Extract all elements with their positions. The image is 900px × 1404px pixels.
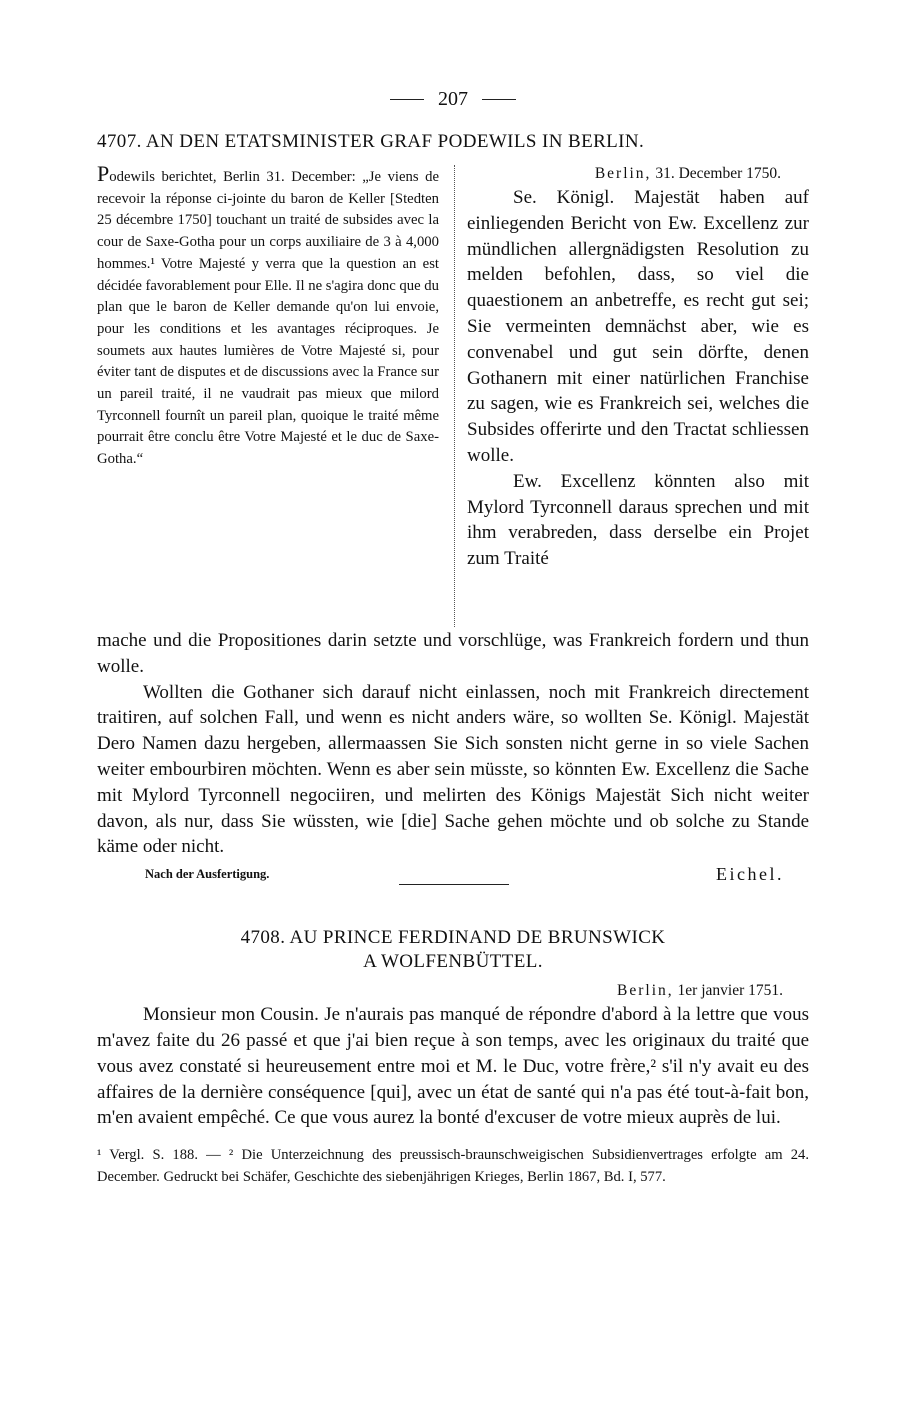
footnotes: ¹ Vergl. S. 188. — ² Die Unterzeichnung des preussisch-braunschweigischen Subsidienvertrages erfolgte am 24. December. Gedruckt bei Schäfer, Geschichte des siebenjährigen Krieges, Berlin 1867, Bd. I, 577.	[97, 1147, 809, 1185]
paragraph-3: Wollten die Gothaner sich darauf nicht einlassen, noch mit Frankreich directement traitiren, auf solchen Fall, und wenn es nicht anders wäre, so wollten Se. Königl. Majestät Dero Namen dazu hergeben, allermaassen Sie Sich sonsten nicht gerne in so viele Sachen weiter embourbiren möchten. Wenn es aber sein müsste, so könnten Ew. Excellenz die Sache mit Mylord Tyrconnell negociiren, und melirten des Königs Majestät Sich nicht weiter davon, als nur, dass Sie wüssten, wie [die] Sache gehen möchte und ob solche zu Stande käme oder nicht.	[97, 681, 809, 858]
document-heading-4708	[97, 926, 809, 974]
dateline-4707	[467, 163, 781, 185]
source-line	[97, 864, 809, 890]
date-text-2: 1er janvier 1751.	[677, 982, 783, 1000]
heading-line-2: A WOLFENBÜTTEL.	[363, 951, 543, 973]
full-width-text	[97, 628, 809, 860]
header-rule-right	[482, 99, 516, 100]
paragraph-2a: Ew. Excellenz könnten also mit Mylord Tyrconnell daraus sprechen und mit ihm verabreden, dass derselbe ein Projet zum Traité	[467, 470, 809, 570]
summary-text: odewils berichtet, Berlin 31. December: „Je viens de recevoir la réponse ci-jointe du baron de Keller [Stedten 25 décembre 1750] touchant un traité de subsides avec la cour de Saxe-Gotha pour un corps auxiliaire de 3 à 4,000 hommes.¹ Votre Majesté y verra que la question an est décidée favorablement pour Elle. Il ne s'agira donc que du plan que le baron de Keller demande qu'on lui envoie, pour les conditions et les avantages réciproques. Je soumets aux hautes lumières de Votre Majesté si, pour éviter tant de disputes et de discussions avec la France sur un pareil traité, il ne vaudrait pas mieux que milord Tyrconnell fournît un pareil plan, quoique le traité même pourrait être conclu être Votre Majesté et le duc de Saxe-Gotha.“	[97, 169, 439, 468]
summary-paragraph	[97, 163, 439, 471]
page-header	[97, 84, 809, 114]
column-divider	[454, 165, 455, 627]
letter-column	[467, 163, 809, 572]
two-column-section	[97, 163, 809, 628]
signature: Eichel.	[716, 864, 784, 885]
paragraph-2b: mache und die Propositiones darin setzte und vorschlüge, was Frankreich fordern und thun wolle.	[97, 630, 809, 677]
source-note: Nach der Ausfertigung.	[145, 867, 270, 882]
date-place: Berlin,	[594, 165, 652, 182]
paragraph-1: Se. Königl. Majestät haben auf einliegenden Bericht von Ew. Excellenz zur mündlichen allergnädigsten Resolution zu melden befohlen, dass, so viel die quaestionem an anbetreffe, es recht gut sei; Sie vermeinten demnächst aber, wie es convenabel und gut sein dörfte, denen Gothanern mit einer natürlichen Franchise zu sagen, wie es Frankreich sei, welches die Subsides offerirte und den Tractat schliessen wolle.	[467, 187, 809, 466]
dateline-4708	[97, 982, 783, 1000]
document-heading-4707: 4707. AN DEN ETATSMINISTER GRAF PODEWILS IN BERLIN.	[97, 131, 645, 152]
letter-body	[97, 1002, 809, 1131]
date-text: 31. December 1750.	[655, 165, 781, 182]
date-place-2: Berlin,	[617, 982, 674, 1000]
page-number: 207	[438, 87, 468, 110]
letter-paragraph: Monsieur mon Cousin. Je n'aurais pas manqué de répondre d'abord à la lettre que vous m'avez faite du 26 passé et que j'ai bien reçue à son temps, avec les originaux du traité que vous avez constaté si heureusement entre moi et M. le Duc, votre frère,² s'il n'y avait eu des affaires de la dernière conséquence [qui], avec un état de santé qui n'a pas été tout-à-fait bon, m'en avaient empêché. Ce que vous aurez la bonté d'excuser de votre mieux auprès de lui.	[97, 1004, 809, 1129]
heading-line-1: 4708. AU PRINCE FERDINAND DE BRUNSWICK	[240, 927, 666, 949]
header-rule-left	[390, 99, 424, 100]
summary-dropcap: P	[97, 161, 110, 186]
page	[97, 84, 809, 1188]
summary-column	[97, 163, 439, 471]
closing-rule	[399, 884, 509, 885]
